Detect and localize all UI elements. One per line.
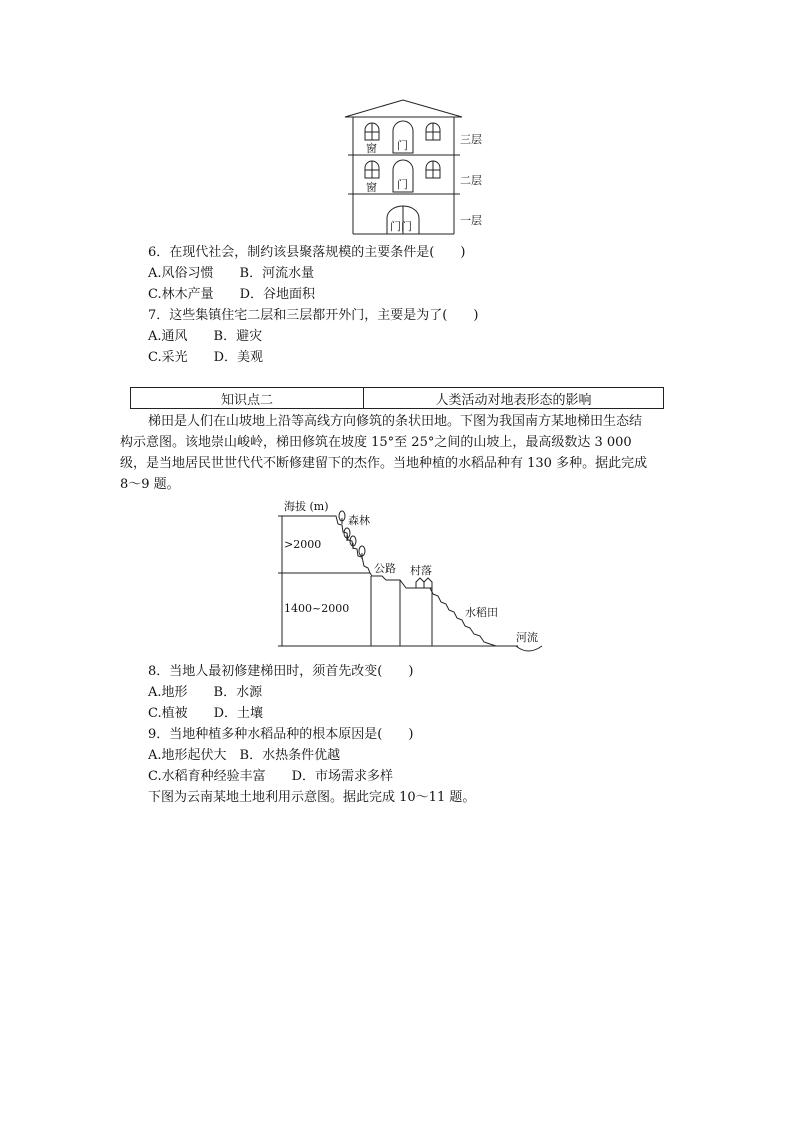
question-8-stem: 8．当地人最初修建梯田时，须首先改变( ): [148, 664, 414, 679]
question-6-stem: 6．在现代社会，制约该县聚落规模的主要条件是( ): [148, 245, 466, 260]
slope-profile: [330, 516, 518, 646]
tree-icon: [350, 536, 356, 549]
floor3-label: 三层: [460, 133, 482, 146]
knowledge-point-title: 人类活动对地表形态的影响: [364, 388, 664, 409]
rice-field-label: 水稻田: [465, 606, 498, 619]
double-door-label: 门门: [390, 220, 412, 233]
window-icon: [365, 123, 379, 140]
upper-range-label: >2000: [284, 538, 322, 551]
road-label: 公路: [374, 562, 396, 575]
question-7-options-cd: C.采光 D．美观: [148, 350, 264, 365]
door-label: 门: [397, 178, 408, 191]
house-icon: [424, 578, 432, 588]
knowledge-point-label: 知识点二: [131, 388, 364, 409]
intro-line-2: 构示意图。该地崇山峻岭，梯田修筑在坡度 15°至 25°之间的山坡上，最高级数达 3 000: [120, 435, 632, 450]
lower-range-label: 1400~2000: [284, 602, 350, 615]
river-icon: [516, 646, 542, 651]
question-6-options-cd: C.林木产量 D．谷地面积: [148, 287, 316, 302]
tree-icon: [339, 511, 345, 524]
question-9-stem: 9．当地种植多种水稻品种的根本原因是( ): [148, 727, 414, 742]
question-8-options-cd: C.植被 D．土壤: [148, 706, 264, 721]
intro-line-4: 8～9 题。: [120, 477, 180, 492]
window-icon: [365, 161, 379, 178]
door-label: 门: [397, 139, 408, 152]
question-9-options-cd: C.水稻育种经验丰富 D．市场需求多样: [148, 769, 394, 784]
forest-label: 森林: [348, 514, 370, 527]
question-9-options-ab: A.地形起伏大 B．水热条件优越: [148, 748, 341, 763]
intro-line-1: 梯田是人们在山坡地上沿等高线方向修筑的条状田地。下图为我国南方某地梯田生态结: [148, 414, 643, 429]
altitude-label: 海拔 (m): [284, 500, 329, 513]
window-label: 窗: [366, 142, 377, 155]
intro-line-3: 级，是当地居民世世代代不断修建留下的杰作。当地种植的水稻品种有 130 多种。据此完成: [120, 456, 648, 471]
building-roof: [345, 100, 462, 117]
question-8-options-ab: A.地形 B．水源: [148, 685, 263, 700]
building-diagram: [330, 96, 500, 238]
river-label: 河流: [516, 631, 538, 644]
question-6-options-ab: A.风俗习惯 B．河流水量: [148, 266, 315, 281]
floor1-label: 一层: [460, 214, 482, 227]
window-icon: [426, 161, 440, 178]
floor2-label: 二层: [460, 174, 482, 187]
question-7-options-ab: A.通风 B．避灾: [148, 329, 263, 344]
village-label: 村落: [410, 564, 432, 577]
next-figure-intro: 下图为云南某地土地利用示意图。据此完成 10～11 题。: [148, 790, 476, 805]
house-icon: [416, 578, 424, 588]
knowledge-point-table: [130, 387, 664, 409]
terrace-diagram: [270, 496, 560, 660]
question-7-stem: 7．这些集镇住宅二层和三层都开外门，主要是为了( ): [148, 308, 479, 323]
window-label: 窗: [366, 181, 377, 194]
tree-icon: [359, 546, 365, 559]
window-icon: [426, 123, 440, 140]
